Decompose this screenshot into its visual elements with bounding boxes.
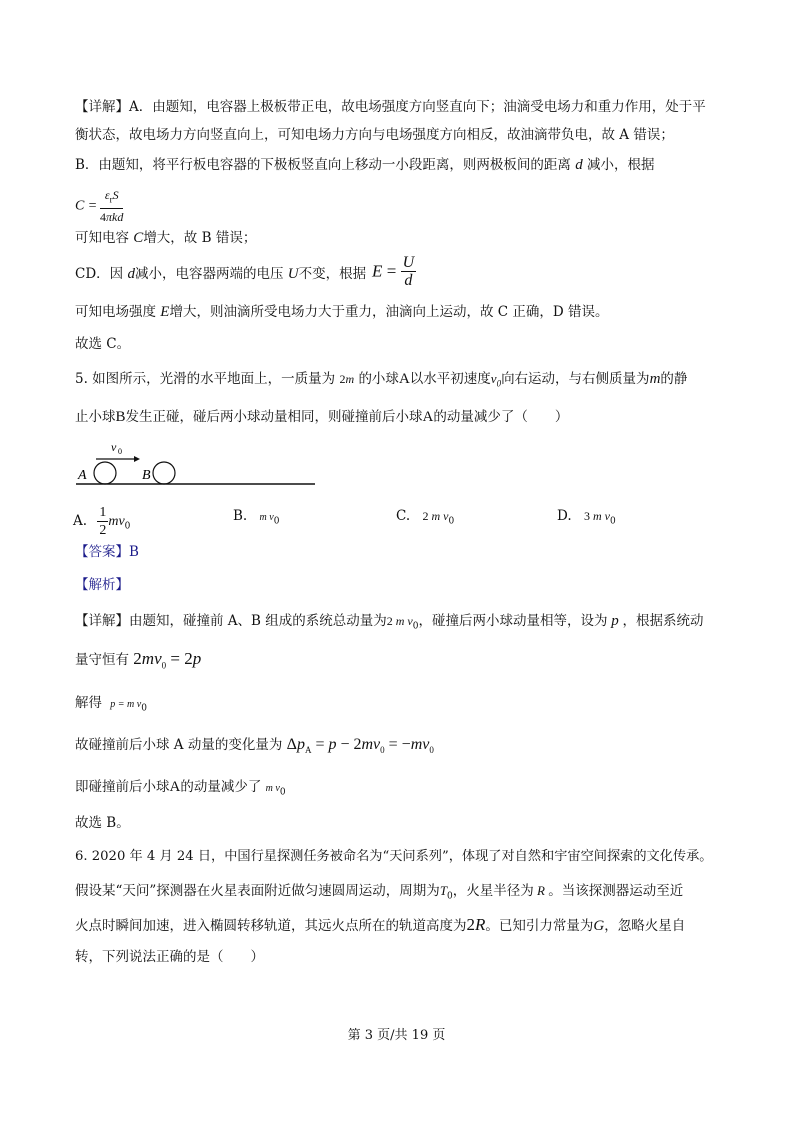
text-line (75, 334, 130, 354)
text-segment: 故碰撞前后小球 A 动量的变化量为 (75, 737, 283, 753)
detail-line: 解得 p = m $v_0$ (75, 695, 147, 714)
text-segment: 故选 C。 (75, 336, 131, 352)
text-segment: 解得 (75, 695, 102, 711)
text-segment: 的静 (660, 371, 688, 387)
text-segment: 增大，故 B 错误； (143, 230, 257, 246)
formula-field-strength: E = $\frac{U}{d}$ (372, 254, 415, 289)
label-A: A (422, 409, 434, 425)
option-d[interactable]: D. 3 m $v_0$ (557, 508, 616, 527)
velocity-label: v (111, 440, 117, 454)
math-v0: $v_0$ (490, 371, 502, 389)
option-label: D. (557, 508, 572, 524)
text-line (75, 155, 655, 175)
option-b[interactable]: B. m $v_0$ (233, 508, 280, 527)
math-2m: 2m (339, 372, 355, 386)
text-segment: 发生正碰，碰后两小球动量相同，则碰撞前后小球 (125, 409, 423, 425)
math-m: m (649, 371, 661, 387)
text-segment: B．由题知，将平行板电容器的下极板竖直向上移动一小段距离，则两极板间的距离 (75, 157, 571, 173)
text-segment: 故选 B。 (75, 815, 130, 831)
formula-capacitance: C = $\frac{\varepsilon_rS}{\text{4πkd}}$ (75, 188, 124, 225)
collision-diagram (70, 436, 320, 492)
detail-line (75, 735, 434, 760)
ball-b (153, 462, 175, 484)
option-label: A. (73, 513, 88, 529)
text-segment: 【解析】 (75, 577, 129, 593)
svg-text:0: 0 (118, 447, 122, 456)
text-segment: 的小球 (358, 371, 399, 387)
analysis-label (75, 575, 129, 595)
fraction-half: $\frac{1}{2}$ (99, 505, 107, 538)
text-segment: 假设某“天问”探测器在火星表面附近做匀速圆周运动，周期为 (75, 883, 440, 899)
text-segment: 可知电容 (75, 230, 129, 246)
text-segment: ，忽略火星自 (604, 918, 686, 934)
ball-label-a: A (78, 468, 87, 483)
text-segment: 减小，电容器两端的电压 (134, 266, 284, 282)
question-6-line (75, 847, 712, 867)
text-segment: 火点时瞬间加速，进入椭圆转移轨道，其远火点所在的轨道高度为 (75, 918, 467, 934)
detail-line (75, 813, 130, 833)
text-segment: 5. 如图所示，光滑的水平地面上，一质量为 (75, 371, 336, 387)
page-footer: 第 3 页/共 19 页 (347, 1028, 446, 1043)
text-segment: 减小，根据 (587, 157, 655, 173)
text-segment: 【详解】A．由题知，电容器上极板带正电，故电场强度方向竖直向下；油滴受电场力和重力作用，处于平 (75, 99, 706, 115)
text-segment: ，根据系统动 (622, 613, 704, 629)
var-E: E (160, 304, 170, 320)
ball-label-b: B (142, 468, 151, 483)
equation-delta-p: $\Delta p_A = p - 2mv_0 = -mv_0$ (286, 736, 434, 756)
detail-line: 即碰撞前后小球A的动量减少了 m $v_0$ (75, 779, 286, 798)
detail-line (75, 649, 201, 675)
text-segment: 不变，根据 (298, 266, 367, 282)
text-line (75, 302, 609, 322)
var-C: C (133, 230, 144, 246)
text-segment: ，碰撞后两小球动量相等，设为 (418, 613, 608, 629)
answer-label (75, 542, 139, 562)
text-segment: CD．因 (75, 266, 124, 282)
text-segment: 的动量减少了 (180, 779, 262, 795)
option-label: C. (396, 508, 411, 524)
equation-momentum: $2mv_0 = 2p$ (133, 649, 202, 671)
text-segment: 衡状态，故电场力方向竖直向上，可知电场力方向与电场强度方向相反，故油滴带负电，故 A 错误； (75, 127, 674, 143)
text-segment: 【答案】B (75, 544, 139, 560)
label-A: A (398, 371, 410, 387)
text-segment: 量守恒有 (75, 652, 129, 668)
text-segment: 止小球 (75, 409, 116, 425)
text-segment: 可知电场强度 (75, 304, 156, 320)
question-6-line (75, 947, 264, 967)
option-c[interactable]: C. 2 m $v_0$ (396, 508, 455, 527)
text-segment: 的动量减少了（ ） (433, 409, 569, 425)
text-line (75, 125, 674, 145)
text-segment: 6. 2020 年 4 月 24 日，中国行星探测任务被命名为“天问系列”，体现了对自然和宇宙空间探索的文化传承。 (75, 849, 713, 864)
question-5-line (75, 369, 687, 394)
text-segment: 向右运动，与右侧质量为 (501, 371, 650, 387)
text-line (75, 228, 256, 248)
option-a[interactable]: A. $\frac{1}{2}$ $mv_0$ (73, 505, 131, 538)
text-segment: 。当该探测器运动至近 (548, 883, 684, 899)
text-segment: 【详解】由题知，碰撞前 A、B 组成的系统总动量为 (75, 613, 387, 629)
arrowhead-icon (134, 456, 140, 462)
text-segment: ，火星半径为 (452, 883, 534, 899)
question-5-line (75, 407, 568, 427)
ball-a (94, 462, 116, 484)
detail-line: 【详解】由题知，碰撞前 A、B 组成的系统总动量为2 m $v_0$，碰撞后两小球动量相等，设为 p ，根据系统动 (75, 613, 704, 632)
var-d: d (127, 266, 135, 282)
question-6-line: 假设某“天问”探测器在火星表面附近做匀速圆周运动，周期为$T_0$，火星半径为 R 。当该探测器运动至近 (75, 883, 684, 902)
text-segment: 即碰撞前后小球 (75, 779, 170, 795)
label-B: B (115, 409, 126, 425)
question-6-line: 火点时瞬间加速，进入椭圆转移轨道，其远火点所在的轨道高度为2R。已知引力常量为G，忽略火星自 (75, 915, 686, 934)
text-line (75, 264, 366, 284)
text-segment: 。已知引力常量为 (485, 918, 594, 934)
var-U: U (287, 266, 299, 282)
text-segment: 以水平初速度 (409, 371, 491, 387)
text-segment: 转，下列说法正确的是（ ） (75, 949, 264, 965)
text-line (75, 97, 706, 117)
option-label: B. (233, 508, 248, 524)
text-segment: 增大，则油滴所受电场力大于重力，油滴向上运动，故 C 正确，D 错误。 (169, 304, 609, 320)
var-d: d (575, 157, 583, 173)
